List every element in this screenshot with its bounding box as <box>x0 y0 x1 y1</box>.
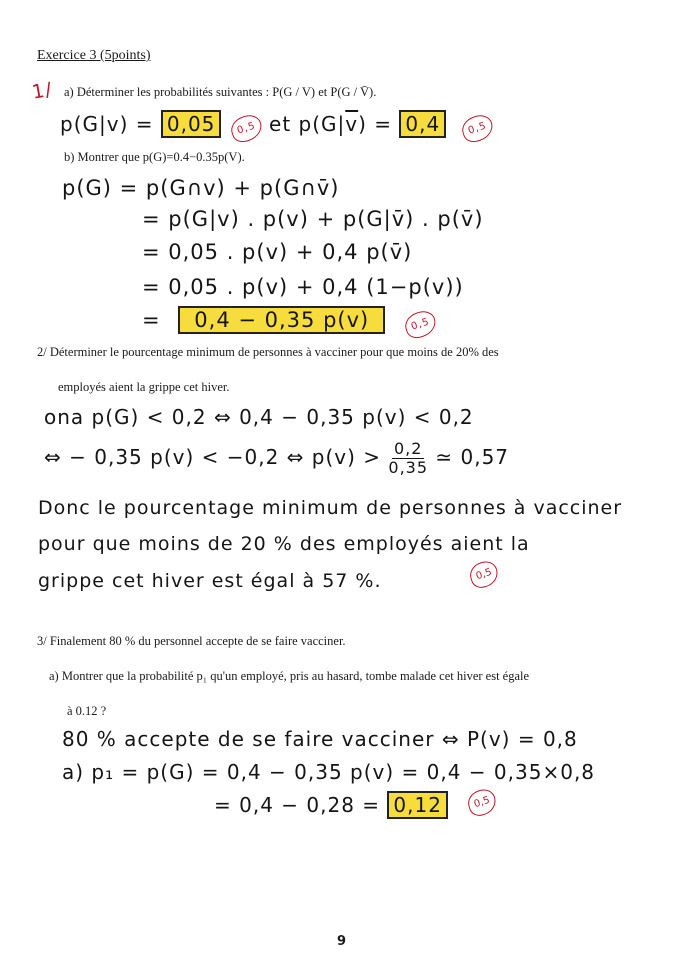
page-number: 9 <box>337 934 347 949</box>
grade-badge: 0,5 <box>458 112 495 145</box>
question-3a-line-1: a) Montrer que la probabilité p₁ qu'un employé, pris au hasard, tombe malade cet hiver est égale <box>49 669 530 683</box>
answer-1a-value-1: 0,05 <box>161 110 222 138</box>
work-1b-line-1: p(G) = p(G∩v) + p(G∩v̄) <box>62 176 340 200</box>
work-2-line-2 <box>44 440 509 477</box>
answer-1a-vbar: $\overline{v}$ <box>345 112 359 136</box>
grade-badge: 0,5 <box>228 112 265 145</box>
work-1b-final <box>142 308 436 337</box>
work-2-approx: ≃ 0,57 <box>435 445 510 469</box>
exercise-title: Exercice 3 (5points) <box>37 48 151 63</box>
answer-1a-mid2: ) = <box>358 112 393 136</box>
question-mark-1: 1/ <box>30 78 55 104</box>
work-2-line-2-text: ⇔ − 0,35 p(v) < −0,2 ⇔ p(v) > <box>44 445 382 469</box>
grade-badge: 0,5 <box>402 308 439 341</box>
grade-badge: 0,5 <box>467 558 501 590</box>
conclusion-line-1: Donc le pourcentage minimum de personnes à vacciner <box>38 497 623 519</box>
conclusion-line-2: pour que moins de 20 % des employés aient la <box>38 533 530 555</box>
work-1b-line-4: = 0,05 . p(v) + 0,4 (1−p(v)) <box>142 275 464 299</box>
answer-1a-mid: et p(G| <box>269 112 346 136</box>
question-2-line-1: 2/ Déterminer le pourcentage minimum de personnes à vacciner pour que moins de 20% des <box>37 345 499 359</box>
answer-1a-lhs: p(G|v) = <box>60 112 154 136</box>
question-2-line-2: employés aient la grippe cet hiver. <box>58 380 230 394</box>
question-3-intro: 3/ Finalement 80 % du personnel accepte de se faire vacciner. <box>37 634 346 648</box>
work-1b-line-2: = p(G|v) . p(v) + p(G|v̄) . p(v̄) <box>142 207 484 231</box>
work-1b-final-eq: = <box>142 308 161 332</box>
work-2-line-1: ona p(G) < 0,2 ⇔ 0,4 − 0,35 p(v) < 0,2 <box>44 405 474 429</box>
conclusion-line-3: grippe cet hiver est égal à 57 %. <box>38 570 382 592</box>
question-3a-line-2: à 0.12 ? <box>67 704 107 718</box>
fraction <box>388 440 428 477</box>
question-1b: b) Montrer que p(G)=0.4−0.35p(V). <box>64 150 245 164</box>
question-1a: a) Déterminer les probabilités suivantes : P(G / V) et P(G / V̄). <box>64 85 377 99</box>
work-3-line-3-eq: = 0,4 − 0,28 = <box>214 793 381 817</box>
answer-1a <box>60 112 492 141</box>
fraction-numerator: 0,2 <box>393 439 423 458</box>
work-1b-final-value: 0,4 − 0,35 p(v) <box>178 306 385 334</box>
work-3-line-2: a) p₁ = p(G) = 0,4 − 0,35 p(v) = 0,4 − 0,35×0,8 <box>62 760 596 784</box>
grade-badge: 0,5 <box>465 786 499 818</box>
answer-1a-value-2: 0,4 <box>399 110 446 138</box>
work-3-line-1: 80 % accepte de se faire vacciner ⇔ P(v) = 0,8 <box>62 727 578 751</box>
work-3-final-value: 0,12 <box>387 791 448 819</box>
work-3-line-3 <box>214 793 448 817</box>
fraction-denominator: 0,35 <box>388 458 429 477</box>
work-1b-line-3: = 0,05 . p(v) + 0,4 p(v̄) <box>142 240 413 264</box>
